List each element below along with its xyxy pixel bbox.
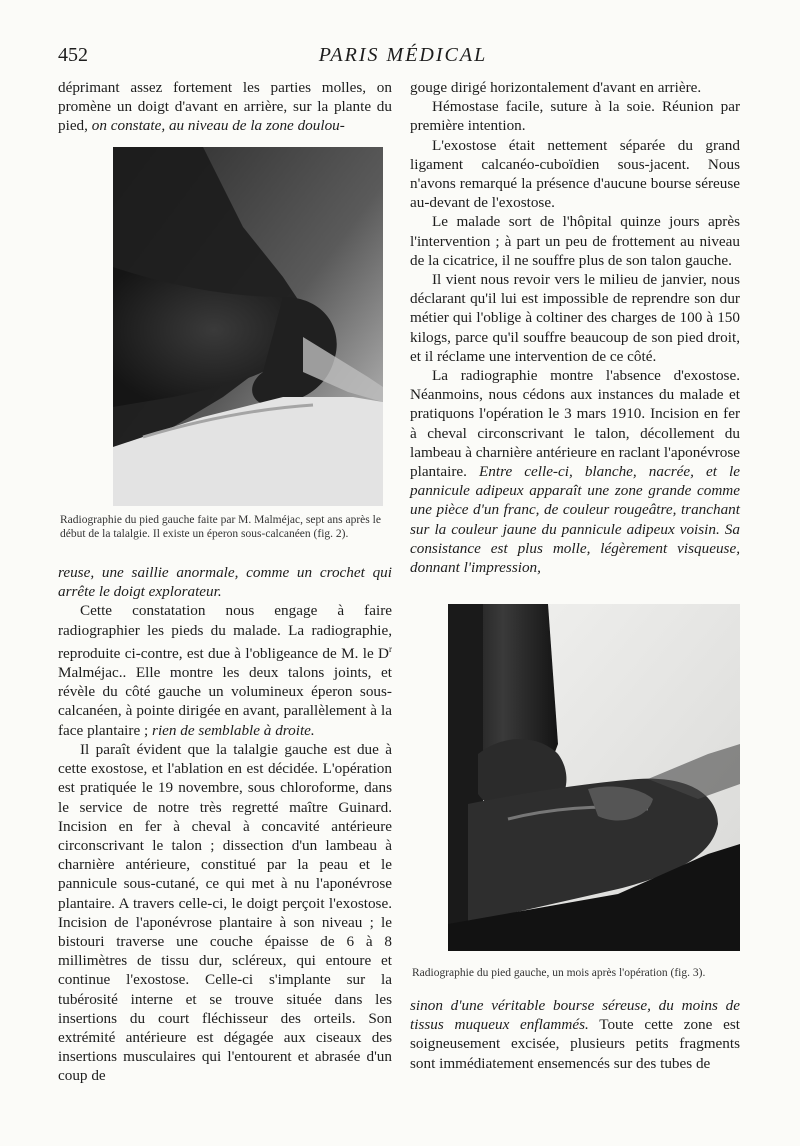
italic-span: sinon d'une véritable bourse séreuse, du moins de tissus muqueux enflammés.	[410, 997, 740, 1034]
radiograph-figure-2	[113, 147, 383, 506]
italic-span: Entre celle-ci, blanche, nacrée, et le pannicule adipeux apparaît une zone grande comme une pièce d'un franc, de couleur rougeâtre, tranchant sur la couleur jaune du pannicule adipeux voisin. Sa consistance est plus molle, légèrement visqueuse, donnant l'impression,	[410, 463, 740, 577]
paragraph	[58, 78, 392, 136]
paragraph: Il vient nous revoir vers le milieu de janvier, nous déclarant qu'il lui est impossible de reprendre son dur métier qui l'oblige à coltiner des charges de 100 à 150 kilogs, parce qu'il souffre beaucoup de son pied droit, et il réclame une intervention de ce côté.	[410, 271, 740, 365]
italic-span: on constate, au niveau de la zone doulou-	[91, 117, 345, 135]
right-column-bottom	[410, 996, 740, 1073]
text-span: Malméjac.. Elle montre les deux talons joints, et révèle du côté gauche un volumineux éperon sous-calcanéen, à pointe dirigée en avant, parallèlement à la face plantaire ;	[58, 664, 392, 739]
italic-span: reuse, une saillie anormale, comme un crochet qui arrête le doigt explorateur.	[58, 564, 392, 601]
text-span: déprimant assez fortement les parties molles, on promène un doigt d'avant en arrière, sur la plante du pied,	[58, 79, 392, 135]
paragraph	[410, 996, 740, 1073]
italic-span: rien de semblable à droite.	[152, 721, 315, 739]
left-column-bottom	[58, 563, 392, 1086]
foot-xray-image	[113, 147, 383, 506]
figure-2-caption: Radiographie du pied gauche faite par M. Malméjac, sept ans après le début de la talalgie. Il existe un éperon sous-calcanéen (fig. 2).	[60, 514, 381, 540]
text-span: Cette constatation nous engage à faire radiographier les pieds du malade. La radiographie, reproduite ci-contre, est due à l'obligeance de M. le D	[58, 602, 392, 662]
paragraph	[410, 366, 740, 577]
paragraph: Le malade sort de l'hôpital quinze jours après l'intervention ; à part un peu de frottement au niveau de la cicatrice, il ne souffre plus de son talon gauche.	[410, 213, 740, 269]
figure-3-caption: Radiographie du pied gauche, un mois après l'opération (fig. 3).	[412, 967, 706, 979]
foot-xray-image	[448, 604, 740, 951]
paragraph: L'exostose était nettement séparée du grand ligament calcanéo-cuboïdien sous-jacent. Nous n'avons remarqué la présence d'aucune bourse séreuse au-devant de l'exostose.	[410, 136, 740, 212]
text-span: La radiographie montre l'absence d'exostose. Néanmoins, nous cédons aux instances du malade et pratiquons l'opération le 3 mars 1910. Incision en fer à cheval circonscrivant le talon, décollement du lambeau à charnière antérieure en raclant l'aponévrose plantaire.	[410, 367, 740, 481]
paragraph: gouge dirigé horizontalement d'avant en arrière.	[410, 79, 702, 96]
paragraph: Hémostase facile, suture à la soie. Réunion par première intention.	[410, 98, 740, 135]
journal-title: PARIS MÉDICAL	[318, 44, 488, 66]
left-column-top	[58, 78, 392, 136]
paragraph: Il paraît évident que la talalgie gauche est due à cette exostose, et l'ablation en est décidée. L'opération est pratiquée le 19 novembre, sous chloroforme, dans le service de notre très regretté maître Guinard. Incision en fer à cheval à concavité antérieure circonscrivant le talon ; dissection d'un lambeau à charnière antérieure, constitué par la peau et le pannicule sous-cutané, ce qui met à nu l'aponévrose plantaire. A travers celle-ci, le doigt perçoit l'exostose. Incision de l'aponévrose plantaire à son niveau ; le bistouri traverse une couche épaisse de 6 à 8 millimètres de tissu dur, scléreux, qui entoure et continue l'exostose. Celle-ci s'implante sur la tubérosité interne et se trouve située dans les insertions du court fléchisseur des orteils. Son extrémité antérieure est dégagée aux ciseaux des insertions musculaires qui l'entourent et abrasée d'un coup de	[58, 740, 392, 1085]
superscript: r	[389, 643, 392, 654]
paragraph	[58, 563, 392, 601]
text-span: Toute cette zone est soigneusement excisée, plusieurs petits fragments sont immédiatement ensemencés sur des tubes de	[410, 1016, 740, 1072]
page-header	[58, 44, 748, 70]
paragraph	[58, 601, 392, 739]
radiograph-figure-3	[448, 604, 740, 951]
right-column-top	[410, 78, 740, 577]
page-number: 452	[58, 44, 88, 66]
